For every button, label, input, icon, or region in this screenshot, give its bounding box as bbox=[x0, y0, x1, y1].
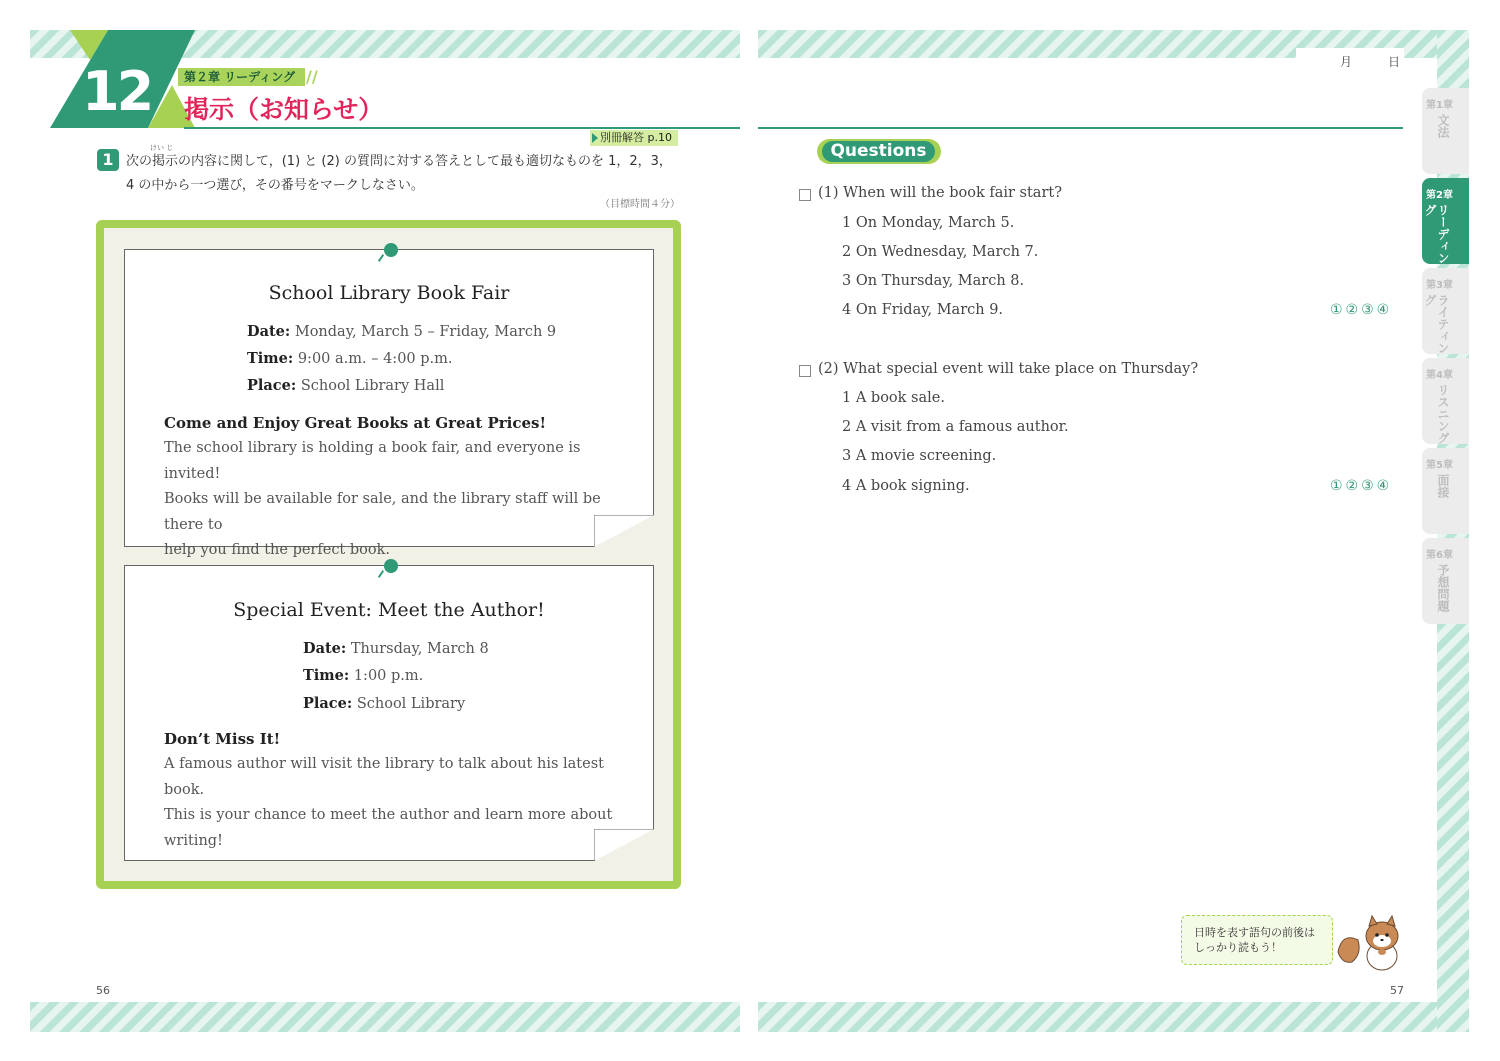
tab-label: 面接 bbox=[1436, 474, 1450, 498]
tab-number: 第2章 bbox=[1426, 190, 1453, 201]
date-label: Date: bbox=[303, 640, 347, 657]
tab-label: リスニング bbox=[1436, 384, 1450, 444]
chapter-label: 第２章 リーディング bbox=[178, 68, 305, 86]
q1-answer-circles[interactable]: ①②③④ bbox=[1330, 302, 1393, 318]
body-line: help you find the perfect book. bbox=[164, 542, 391, 558]
left-header-rule bbox=[184, 127, 740, 129]
right-header-rule bbox=[758, 127, 1403, 129]
notice-date bbox=[247, 323, 556, 340]
pin-icon bbox=[384, 559, 398, 573]
body-line: This is your chance to meet the author and learn more about bbox=[164, 807, 613, 823]
day-label: 日 bbox=[1388, 55, 1401, 69]
q1-option-3: 3 On Thursday, March 8. bbox=[842, 273, 1025, 289]
q1-option-1: 1 On Monday, March 5. bbox=[842, 215, 1015, 231]
q2-option-4: 4 A book signing. bbox=[842, 478, 970, 494]
right-bottom-stripe bbox=[758, 1002, 1469, 1032]
notice-meet-author bbox=[124, 565, 654, 861]
tab-label: 予想問題 bbox=[1436, 564, 1450, 612]
place-label: Place: bbox=[247, 377, 297, 394]
notice-book-fair bbox=[124, 249, 654, 558]
tab-chapter-6[interactable] bbox=[1422, 538, 1469, 624]
time-label: Time: bbox=[303, 667, 350, 684]
tab-number: 第4章 bbox=[1426, 370, 1453, 381]
tab-chapter-5[interactable] bbox=[1422, 448, 1469, 534]
tip-line-1: 日時を表す語句の前後は bbox=[1194, 926, 1315, 939]
tab-number: 第6章 bbox=[1426, 550, 1453, 561]
notice-date bbox=[303, 640, 489, 657]
tip-bubble bbox=[1181, 915, 1333, 965]
notice-place bbox=[247, 377, 444, 394]
question-number-badge: 1 bbox=[97, 149, 119, 171]
page-number-right: 57 bbox=[1390, 984, 1404, 997]
page-curl-icon bbox=[594, 829, 654, 861]
ruby-reading: けい じ bbox=[150, 144, 174, 152]
q2-option-3: 3 A movie screening. bbox=[842, 448, 997, 464]
notice-time bbox=[303, 667, 423, 684]
tab-number: 第1章 bbox=[1426, 100, 1453, 111]
q2-answer-circles[interactable]: ①②③④ bbox=[1330, 478, 1393, 494]
tab-chapter-4[interactable] bbox=[1422, 358, 1469, 444]
tab-label: 文法 bbox=[1436, 114, 1450, 138]
tab-number: 第5章 bbox=[1426, 460, 1453, 471]
body-line: The school library is holding a book fair, and everyone is invited! bbox=[164, 440, 581, 482]
question-2: (2) What special event will take place on Thursday? bbox=[818, 361, 1199, 377]
notice-heading: Don’t Miss It! bbox=[164, 730, 281, 748]
tab-chapter-2[interactable] bbox=[1422, 178, 1469, 264]
tab-number: 第3章 bbox=[1426, 280, 1453, 291]
checkbox-q1[interactable] bbox=[799, 189, 811, 201]
body-line: writing! bbox=[164, 832, 223, 849]
tab-label: ライティング bbox=[1423, 294, 1450, 354]
instructions bbox=[126, 150, 672, 198]
notice-board bbox=[96, 220, 681, 889]
place-label: Place: bbox=[303, 695, 353, 712]
notice-title: Special Event: Meet the Author! bbox=[233, 599, 545, 621]
pin-icon bbox=[384, 243, 398, 257]
time-value: 1:00 p.m. bbox=[349, 668, 424, 684]
notice-body bbox=[164, 752, 634, 854]
time-label: Time: bbox=[247, 350, 294, 367]
notice-place bbox=[303, 695, 465, 712]
date-label: Date: bbox=[247, 323, 291, 340]
month-label: 月 bbox=[1340, 55, 1353, 69]
page-number-left: 56 bbox=[96, 984, 110, 997]
notice-time bbox=[247, 350, 453, 367]
checkbox-q2[interactable] bbox=[799, 365, 811, 377]
question-1: (1) When will the book fair start? bbox=[818, 185, 1062, 201]
page-curl-icon bbox=[594, 515, 654, 547]
answer-reference: 別冊解答 p.10 bbox=[590, 130, 678, 146]
body-line: Books will be available for sale, and the library staff will be there to bbox=[164, 491, 601, 533]
instruction-line-1: 次の掲示の内容に関して，(1) と (2) の質問に対する答えとして最も適切なものを 1，2，3， bbox=[126, 154, 672, 169]
date-entry bbox=[1296, 48, 1404, 70]
tip-line-2: しっかり読もう！ bbox=[1194, 941, 1282, 954]
questions-badge: Questions bbox=[822, 141, 935, 162]
left-bottom-stripe bbox=[30, 1002, 740, 1032]
q1-option-2: 2 On Wednesday, March 7. bbox=[842, 244, 1039, 260]
tab-chapter-1[interactable] bbox=[1422, 88, 1469, 174]
q1-option-4: 4 On Friday, March 9. bbox=[842, 302, 1004, 318]
notice-body bbox=[164, 436, 634, 564]
chapter-number: 12 bbox=[82, 60, 152, 123]
notice-heading: Come and Enjoy Great Books at Great Prices! bbox=[164, 414, 547, 432]
tab-label: リーディング bbox=[1423, 204, 1450, 264]
notice-title: School Library Book Fair bbox=[268, 282, 510, 304]
body-line: A famous author will visit the library to talk about his latest book. bbox=[164, 756, 604, 798]
time-value: 9:00 a.m. – 4:00 p.m. bbox=[293, 351, 453, 367]
q2-option-1: 1 A book sale. bbox=[842, 390, 945, 406]
place-value: School Library Hall bbox=[296, 378, 445, 394]
tab-chapter-3[interactable] bbox=[1422, 268, 1469, 354]
time-target: （目標時間４分） bbox=[600, 199, 680, 210]
instruction-line-2: 4 の中から一つ選び，その番号をマークしなさい。 bbox=[126, 178, 424, 193]
squirrel-mascot-icon bbox=[1336, 914, 1406, 972]
date-value: Monday, March 5 – Friday, March 9 bbox=[290, 324, 557, 340]
page-title: 掲示（お知らせ） bbox=[184, 95, 384, 124]
place-value: School Library bbox=[352, 696, 466, 712]
q2-option-2: 2 A visit from a famous author. bbox=[842, 419, 1069, 435]
date-value: Thursday, March 8 bbox=[346, 641, 489, 657]
chapter-slashes: // bbox=[306, 67, 318, 86]
